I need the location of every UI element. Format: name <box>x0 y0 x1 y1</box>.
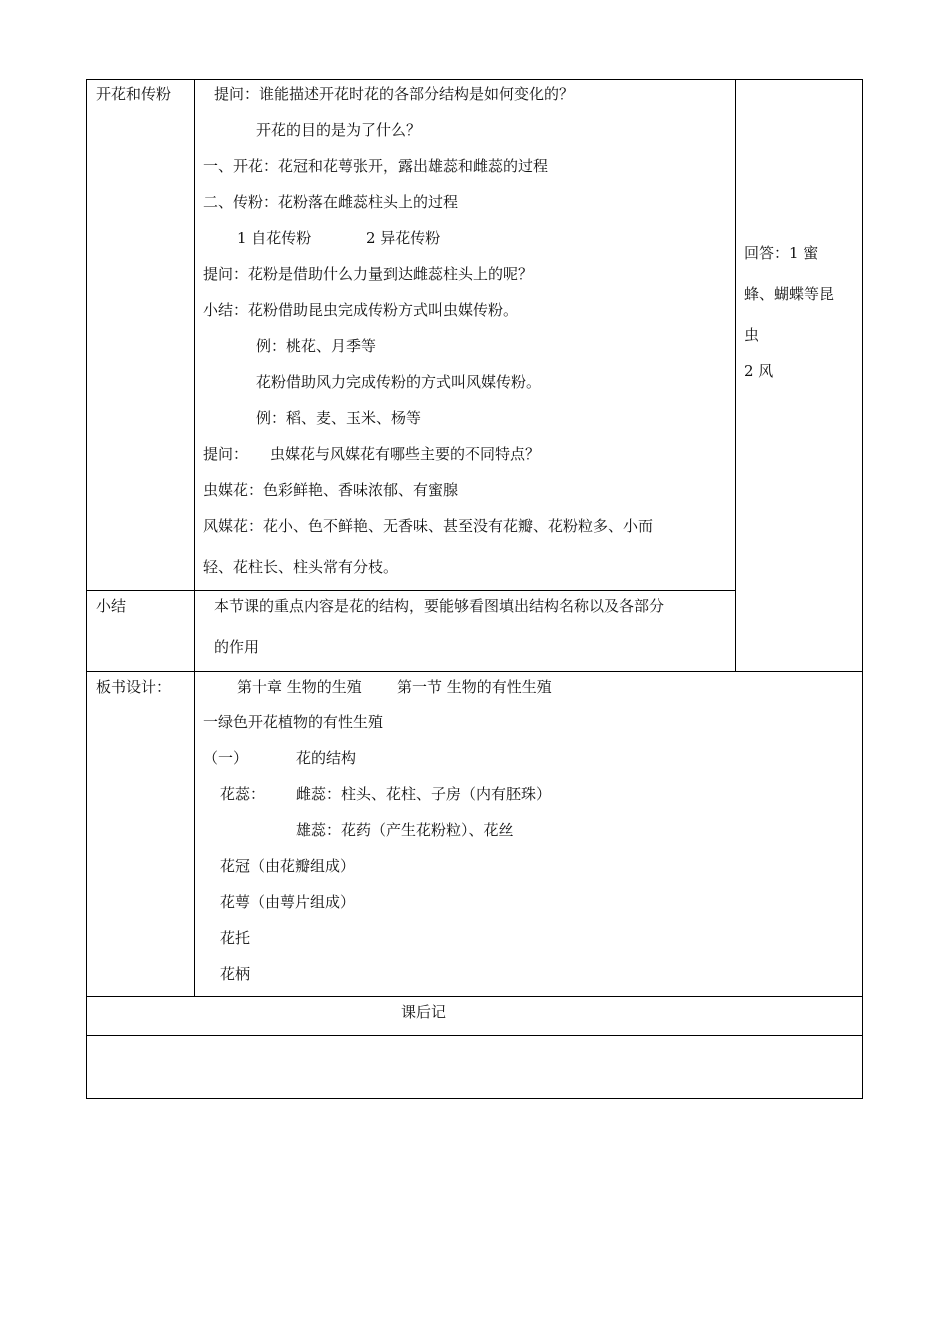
question-pollen-force: 提问：花粉是借助什么力量到达雌蕊柱头上的呢？ <box>203 265 534 283</box>
answer-line-3: 虫 <box>744 326 760 344</box>
table-border-top <box>86 79 863 80</box>
board-section-title: 第一节 生物的有性生殖 <box>397 678 552 696</box>
wind-pollination-example: 例：稻、麦、玉米、杨等 <box>256 409 422 427</box>
board-chapter-title: 第十章 生物的生殖 <box>237 678 362 696</box>
question-differences: 虫媒花与风媒花有哪些主要的不同特点？ <box>270 445 541 463</box>
board-corolla: 花冠（由花瓣组成） <box>220 857 356 875</box>
label-column-divider <box>194 79 195 997</box>
wind-pollination-summary: 花粉借助风力完成传粉的方式叫风媒传粉。 <box>256 373 542 391</box>
board-sub-title: 花的结构 <box>296 749 357 767</box>
board-pistil: 雌蕊：柱头、花柱、子房（内有胚珠） <box>296 785 552 803</box>
section-label-summary: 小结 <box>96 597 127 615</box>
board-calyx: 花萼（由萼片组成） <box>220 893 356 911</box>
answer-line-4: 2 风 <box>744 362 774 380</box>
row-divider-after <box>86 996 863 997</box>
question-flower-change: 提问：谁能描述开花时花的各部分结构是如何变化的？ <box>214 85 575 103</box>
row-divider-board <box>86 671 863 672</box>
section-label-board: 板书设计： <box>96 678 172 696</box>
summary-line-2: 的作用 <box>214 638 260 656</box>
wind-flower-traits-continued: 轻、花柱长、柱头常有分枝。 <box>203 558 399 576</box>
cross-pollination: 2 异花传粉 <box>366 229 441 247</box>
row-divider-after-body <box>86 1035 863 1036</box>
board-stamen-group: 花蕊： <box>220 785 266 803</box>
after-class-label: 课后记 <box>401 1003 447 1021</box>
board-heading: 一绿色开花植物的有性生殖 <box>203 713 384 731</box>
board-stamen: 雄蕊：花药（产生花粉粒）、花丝 <box>296 821 514 839</box>
board-pedicel: 花柄 <box>220 965 251 983</box>
table-border-left <box>86 79 87 1099</box>
table-border-bottom <box>86 1098 863 1099</box>
insect-pollination-example: 例：桃花、月季等 <box>256 337 377 355</box>
insect-pollination-summary: 小结：花粉借助昆虫完成传粉方式叫虫媒传粉。 <box>203 301 519 319</box>
table-border-right <box>862 79 863 1099</box>
wind-flower-traits: 风媒花：花小、色不鲜艳、无香味、甚至没有花瓣、花粉粒多、小而 <box>203 517 654 535</box>
answer-column-divider <box>735 79 736 672</box>
self-pollination: 1 自花传粉 <box>237 229 312 247</box>
question-label: 提问： <box>203 445 249 463</box>
row-divider-summary <box>86 590 736 591</box>
pollination-definition: 二、传粉：花粉落在雌蕊柱头上的过程 <box>203 193 459 211</box>
answer-line-1: 回答：1 蜜 <box>744 244 819 262</box>
answer-line-2: 蜂、蝴蝶等昆 <box>744 285 835 303</box>
flowering-definition: 一、开花：花冠和花萼张开，露出雄蕊和雌蕊的过程 <box>203 157 549 175</box>
question-flower-purpose: 开花的目的是为了什么？ <box>256 121 422 139</box>
insect-flower-traits: 虫媒花：色彩鲜艳、香味浓郁、有蜜腺 <box>203 481 459 499</box>
board-sub-number: （一） <box>203 749 249 767</box>
board-receptacle: 花托 <box>220 929 251 947</box>
summary-line-1: 本节课的重点内容是花的结构，要能够看图填出结构名称以及各部分 <box>214 597 665 615</box>
section-label-flowering: 开花和传粉 <box>96 85 172 103</box>
